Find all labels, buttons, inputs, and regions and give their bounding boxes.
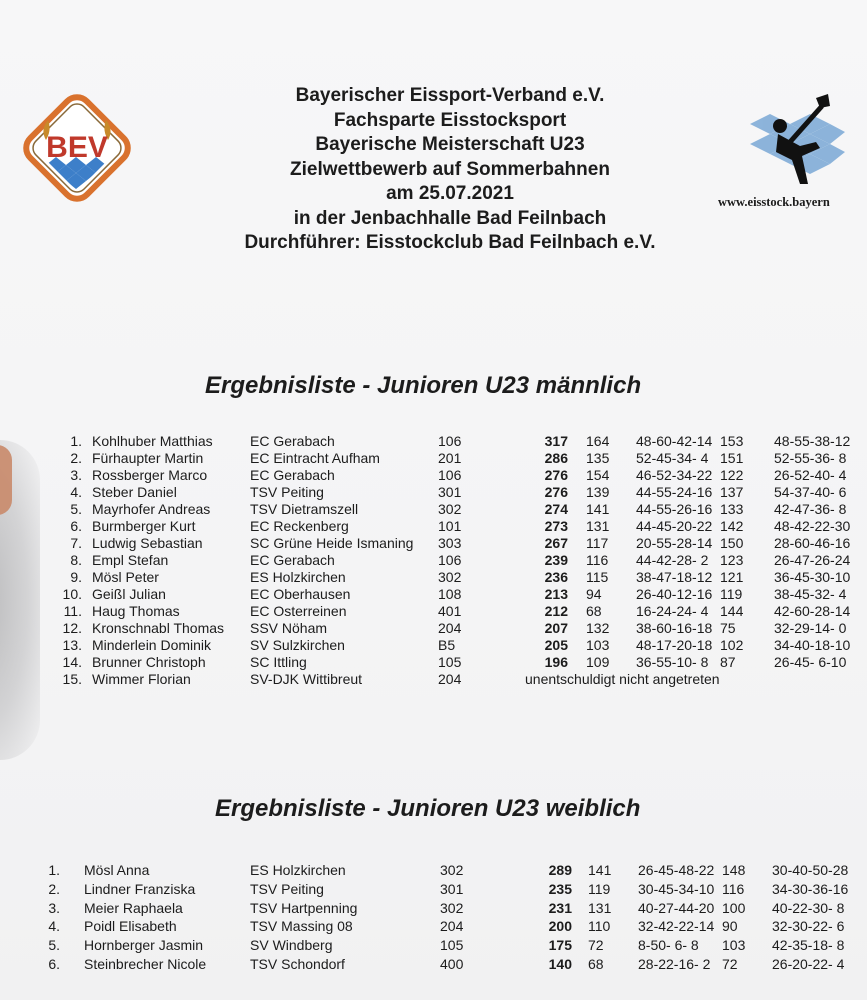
cell-club: SV Sulzkirchen (250, 637, 345, 653)
cell-s1: 109 (586, 654, 610, 670)
cell-d2: 26-52-40- 4 (774, 467, 847, 483)
cell-s1: 72 (588, 937, 604, 954)
result-row (0, 552, 867, 569)
cell-num: 401 (438, 603, 462, 619)
cell-d2: 36-45-30-10 (774, 569, 851, 585)
cell-club: SC Grüne Heide Ismaning (250, 535, 414, 551)
cell-d1: 46-52-34-22 (636, 467, 713, 483)
cell-num: 302 (438, 501, 462, 517)
cell-num: 302 (440, 899, 464, 916)
cell-s1: 131 (586, 518, 610, 534)
cell-club: TSV Massing 08 (250, 918, 353, 935)
cell-s1: 68 (588, 956, 604, 972)
cell-s1: 164 (586, 433, 610, 449)
cell-d2: 34-40-18-10 (774, 637, 851, 653)
cell-num: 201 (438, 450, 462, 466)
header-line: Bayerischer Eissport-Verband e.V. (295, 85, 605, 106)
women-section-title: Ergebnisliste - Junioren U23 weiblich (215, 795, 641, 822)
result-row (0, 918, 867, 935)
cell-s1: 135 (586, 450, 610, 466)
cell-rank: 3. (70, 467, 82, 483)
cell-rank: 15. (62, 671, 82, 687)
cell-d2: 48-42-22-30 (774, 518, 851, 534)
cell-d2: 42-35-18- 8 (772, 937, 845, 954)
cell-s2: 87 (720, 654, 736, 670)
result-row (0, 450, 867, 467)
cell-name: Empl Stefan (92, 552, 169, 568)
cell-s2: 90 (722, 918, 738, 935)
cell-d1: 32-42-22-14 (638, 918, 715, 935)
cell-club: SC Ittling (250, 654, 307, 670)
cell-num: 105 (438, 654, 462, 670)
cell-s2: 144 (720, 603, 744, 619)
cell-s2: 148 (722, 862, 746, 878)
cell-club: TSV Schondorf (250, 956, 345, 972)
cell-d2: 28-60-46-16 (774, 535, 851, 551)
result-row (0, 433, 867, 450)
cell-s1: 132 (586, 620, 610, 636)
cell-club: EC Gerabach (250, 433, 335, 449)
result-row (0, 603, 867, 620)
cell-s2: 100 (722, 899, 746, 916)
cell-total: 276 (544, 484, 568, 500)
cell-total: 286 (544, 450, 568, 466)
cell-total: 196 (544, 654, 568, 670)
cell-club: SV-DJK Wittibreut (250, 671, 363, 687)
result-row (0, 586, 867, 603)
cell-d2: 52-55-36- 8 (774, 450, 847, 466)
cell-d1: 44-45-20-22 (636, 518, 713, 534)
cell-total: 236 (544, 569, 568, 585)
cell-note: unentschuldigt nicht angetreten (525, 671, 720, 687)
cell-s2: 153 (720, 433, 744, 449)
cell-total: 212 (544, 603, 568, 619)
cell-rank: 9. (70, 569, 82, 585)
cell-num: 106 (438, 433, 462, 449)
cell-name: Kohlhuber Matthias (92, 433, 213, 449)
cell-total: 231 (548, 899, 572, 916)
cell-total: 274 (544, 501, 568, 517)
cell-s1: 117 (586, 535, 609, 551)
cell-num: 101 (438, 518, 462, 534)
cell-d2: 32-29-14- 0 (774, 620, 847, 636)
header-line: Bayerische Meisterschaft U23 (315, 134, 585, 155)
cell-rank: 2. (70, 450, 82, 466)
cell-club: ES Holzkirchen (250, 862, 346, 878)
result-row (0, 501, 867, 518)
cell-rank: 1. (70, 433, 82, 449)
cell-s2: 150 (720, 535, 744, 551)
cell-name: Steinbrecher Nicole (84, 956, 207, 972)
cell-d1: 20-55-28-14 (636, 535, 713, 551)
cell-d1: 38-60-16-18 (636, 620, 713, 636)
cell-d1: 26-40-12-16 (636, 586, 713, 602)
cell-d2: 38-45-32- 4 (774, 586, 847, 602)
result-row (0, 518, 867, 535)
cell-name: Meier Raphaela (84, 899, 183, 916)
cell-d1: 26-45-48-22 (638, 862, 715, 878)
cell-num: 204 (440, 918, 464, 935)
cell-d2: 42-60-28-14 (774, 603, 851, 619)
header-line: am 25.07.2021 (386, 183, 514, 204)
cell-d1: 40-27-44-20 (638, 899, 715, 916)
cell-s2: 133 (720, 501, 744, 517)
cell-s2: 75 (720, 620, 736, 636)
cell-total: 205 (544, 637, 568, 653)
cell-name: Mösl Anna (84, 862, 150, 878)
cell-s1: 141 (588, 862, 612, 878)
cell-d2: 26-20-22- 4 (772, 956, 845, 972)
cell-d1: 28-22-16- 2 (638, 956, 711, 972)
cell-s1: 116 (586, 552, 609, 568)
cell-s2: 119 (720, 586, 743, 602)
cell-total: 289 (548, 862, 572, 878)
cell-rank: 8. (70, 552, 82, 568)
cell-d1: 8-50- 6- 8 (638, 937, 699, 954)
eisstock-url: www.eisstock.bayern (718, 195, 830, 209)
cell-total: 239 (544, 552, 568, 568)
cell-d1: 48-17-20-18 (636, 637, 713, 653)
cell-num: 301 (440, 880, 464, 897)
cell-name: Geißl Julian (92, 586, 166, 602)
cell-d1: 16-24-24- 4 (636, 603, 709, 619)
cell-club: EC Gerabach (250, 467, 335, 483)
cell-s1: 94 (586, 586, 602, 602)
result-row (0, 654, 867, 671)
cell-s2: 72 (722, 956, 738, 972)
cell-s1: 115 (586, 569, 609, 585)
cell-num: 105 (440, 937, 464, 954)
cell-rank: 14. (62, 654, 82, 670)
cell-s2: 137 (720, 484, 744, 500)
cell-name: Haug Thomas (92, 603, 180, 619)
cell-d2: 40-22-30- 8 (772, 899, 845, 916)
eisstock-logo (718, 84, 860, 219)
cell-total: 317 (544, 433, 568, 449)
cell-s2: 151 (720, 450, 744, 466)
cell-num: 400 (440, 956, 464, 972)
cell-d2: 48-55-38-12 (774, 433, 851, 449)
cell-d2: 34-30-36-16 (772, 880, 849, 897)
cell-d1: 52-45-34- 4 (636, 450, 709, 466)
cell-rank: 2. (48, 880, 60, 897)
cell-s1: 103 (586, 637, 610, 653)
result-row (0, 862, 867, 879)
cell-club: TSV Peiting (250, 484, 324, 500)
cell-d2: 42-47-36- 8 (774, 501, 847, 517)
cell-rank: 4. (48, 918, 60, 935)
cell-s2: 123 (720, 552, 744, 568)
cell-club: EC Eintracht Aufham (250, 450, 380, 466)
cell-s2: 103 (722, 937, 746, 954)
cell-s2: 142 (720, 518, 744, 534)
result-row (0, 937, 867, 954)
cell-name: Brunner Christoph (92, 654, 206, 670)
cell-d2: 26-47-26-24 (774, 552, 851, 568)
cell-num: 302 (438, 569, 462, 585)
result-row (0, 671, 867, 688)
result-row (0, 535, 867, 552)
header-line: Durchführer: Eisstockclub Bad Feilnbach e.V. (244, 232, 656, 253)
cell-name: Mayrhofer Andreas (92, 501, 211, 517)
cell-name: Ludwig Sebastian (92, 535, 203, 551)
cell-club: SSV Nöham (250, 620, 328, 636)
cell-club: SV Windberg (250, 937, 333, 954)
bev-logo (16, 85, 138, 211)
cell-total: 175 (548, 937, 572, 954)
cell-d1: 44-42-28- 2 (636, 552, 709, 568)
bev-logo-text: BEV (46, 131, 108, 164)
cell-s1: 110 (588, 918, 611, 935)
cell-num: B5 (438, 637, 456, 653)
cell-d2: 26-45- 6-10 (774, 654, 847, 670)
cell-rank: 5. (48, 937, 60, 954)
result-row (0, 881, 867, 898)
cell-rank: 4. (70, 484, 82, 500)
cell-num: 301 (438, 484, 462, 500)
cell-d1: 38-47-18-12 (636, 569, 713, 585)
cell-club: ES Holzkirchen (250, 569, 346, 585)
cell-name: Minderlein Dominik (92, 637, 212, 653)
cell-name: Steber Daniel (92, 484, 177, 500)
cell-total: 200 (548, 918, 572, 935)
cell-rank: 3. (48, 899, 60, 916)
cell-rank: 6. (48, 956, 60, 972)
cell-rank: 10. (62, 586, 82, 602)
result-row (0, 900, 867, 917)
cell-num: 106 (438, 552, 462, 568)
cell-s2: 122 (720, 467, 744, 483)
cell-num: 204 (438, 671, 462, 687)
cell-num: 204 (438, 620, 462, 636)
cell-rank: 5. (70, 501, 82, 517)
cell-club: TSV Hartpenning (250, 899, 358, 916)
cell-d1: 44-55-26-16 (636, 501, 713, 517)
cell-name: Rossberger Marco (92, 467, 208, 483)
result-row (0, 620, 867, 637)
cell-d1: 30-45-34-10 (638, 880, 715, 897)
cell-s2: 102 (720, 637, 744, 653)
cell-name: Burmberger Kurt (92, 518, 196, 534)
cell-s1: 141 (586, 501, 610, 517)
cell-s1: 119 (588, 880, 611, 897)
cell-name: Lindner Franziska (84, 880, 196, 897)
cell-total: 140 (548, 956, 572, 972)
cell-club: EC Gerabach (250, 552, 335, 568)
cell-d2: 30-40-50-28 (772, 862, 849, 878)
cell-total: 276 (544, 467, 568, 483)
cell-total: 273 (544, 518, 568, 534)
cell-name: Fürhaupter Martin (92, 450, 204, 466)
cell-s1: 68 (586, 603, 602, 619)
cell-total: 267 (544, 535, 568, 551)
cell-num: 106 (438, 467, 462, 483)
cell-rank: 1. (48, 862, 60, 878)
cell-num: 303 (438, 535, 462, 551)
cell-s1: 139 (586, 484, 610, 500)
result-row (0, 467, 867, 484)
cell-club: EC Osterreinen (250, 603, 347, 619)
cell-num: 302 (440, 862, 464, 878)
cell-s2: 121 (720, 569, 744, 585)
header-line: Fachsparte Eisstocksport (333, 109, 567, 131)
cell-total: 235 (548, 880, 572, 897)
cell-d1: 44-55-24-16 (636, 484, 713, 500)
result-row (0, 484, 867, 501)
header-line: in der Jenbachhalle Bad Feilnbach (293, 207, 607, 229)
cell-d2: 54-37-40- 6 (774, 484, 847, 500)
cell-rank: 7. (70, 535, 82, 551)
cell-s1: 154 (586, 467, 610, 483)
cell-rank: 6. (70, 518, 82, 534)
cell-name: Wimmer Florian (92, 671, 191, 687)
result-row (0, 637, 867, 654)
cell-s1: 131 (588, 899, 612, 916)
cell-club: TSV Dietramszell (250, 501, 359, 517)
cell-d1: 36-55-10- 8 (636, 654, 709, 670)
cell-club: TSV Peiting (250, 880, 324, 897)
cell-d1: 48-60-42-14 (636, 433, 713, 449)
cell-club: EC Reckenberg (250, 518, 349, 534)
cell-rank: 11. (63, 603, 82, 619)
result-row (0, 569, 867, 586)
cell-d2: 32-30-22- 6 (772, 918, 845, 935)
cell-total: 207 (544, 620, 568, 636)
document-header (200, 84, 700, 256)
cell-s2: 116 (722, 880, 745, 897)
cell-num: 108 (438, 586, 462, 602)
cell-name: Hornberger Jasmin (84, 937, 204, 954)
cell-name: Kronschnabl Thomas (92, 620, 225, 636)
cell-total: 213 (544, 586, 568, 602)
cell-rank: 13. (62, 637, 82, 653)
cell-club: EC Oberhausen (250, 586, 351, 602)
header-line: Zielwettbewerb auf Sommerbahnen (290, 158, 610, 180)
cell-name: Poidl Elisabeth (84, 918, 177, 935)
result-row (0, 956, 867, 973)
men-section-title: Ergebnisliste - Junioren U23 männlich (205, 372, 642, 399)
cell-rank: 12. (62, 620, 82, 636)
cell-name: Mösl Peter (92, 569, 159, 585)
